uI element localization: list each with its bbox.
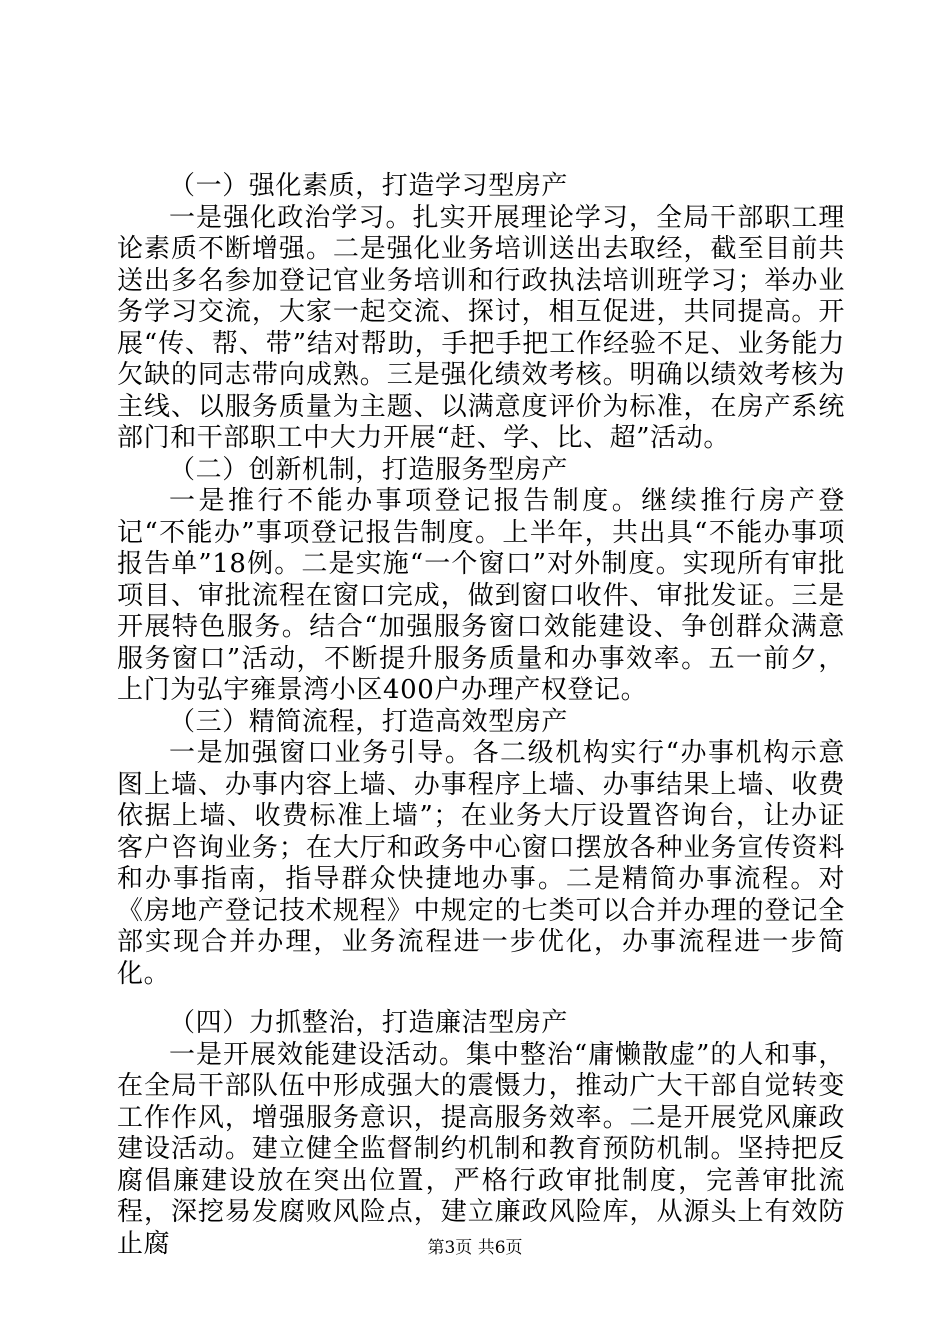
- paragraph-spacer: [117, 990, 845, 1008]
- section-heading-2: （二）创新机制，打造服务型房产: [169, 454, 569, 485]
- section-heading-4: （四）力抓整治，打造廉洁型房产: [169, 1008, 569, 1038]
- page-number-footer: 第3页 共6页: [427, 1238, 523, 1258]
- document-body: [117, 171, 845, 1260]
- section-paragraph-4: 一是开展效能建设活动。集中整治“庸懒散虚”的人和事，在全局干部队伍中形成强大的震慑力，推动广大干部自觉转变工作作风，增强服务意识，提高服务效率。二是开展党风廉政建设活动。建立健全监督制约机制和教育预防机制。坚持把反腐倡廉建设放在突出位置，严格行政审批制度，完善审批流程，深挖易发腐败风险点，建立廉政风险库，从源头上有效防止腐: [117, 1039, 845, 1259]
- section-heading-3: （三）精简流程，打造高效型房产: [169, 706, 569, 737]
- section-heading-1: （一）强化素质，打造学习型房产: [169, 171, 569, 201]
- section-paragraph-3: 一是加强窗口业务引导。各二级机构实行“办事机构示意图上墙、办事内容上墙、办事程序上墙、办事结果上墙、收费依据上墙、收费标准上墙”；在业务大厅设置咨询台，让办证客户咨询业务；在大厅和政务中心窗口摆放各种业务宣传资料和办事指南，指导群众快捷地办事。二是精简办事流程。对《房地产登记技术规程》中规定的七类可以合并办理的登记全部实现合并办理，业务流程进一步优化，办事流程进一步简化。: [117, 738, 845, 989]
- section-paragraph-1: 一是强化政治学习。扎实开展理论学习，全局干部职工理论素质不断增强。二是强化业务培训送出去取经，截至目前共送出多名参加登记官业务培训和行政执法培训班学习；举办业务学习交流，大家一起交流、探讨，相互促进，共同提高。开展“传、帮、带”结对帮助，手把手把工作经验不足、业务能力欠缺的同志带向成熟。三是强化绩效考核。明确以绩效考核为主线、以服务质量为主题、以满意度评价为标准，在房产系统部门和干部职工中大力开展“赶、学、比、超”活动。: [117, 202, 845, 453]
- section-paragraph-2: 一是推行不能办事项登记报告制度。继续推行房产登记“不能办”事项登记报告制度。上半年，共出具“不能办事项报告单”18例。二是实施“一个窗口”对外制度。实现所有审批项目、审批流程在窗口完成，做到窗口收件、审批发证。三是开展特色服务。结合“加强服务窗口效能建设、争创群众满意服务窗口”活动，不断提升服务质量和办事效率。五一前夕，上门为弘宇雍景湾小区400户办理产权登记。: [117, 486, 845, 705]
